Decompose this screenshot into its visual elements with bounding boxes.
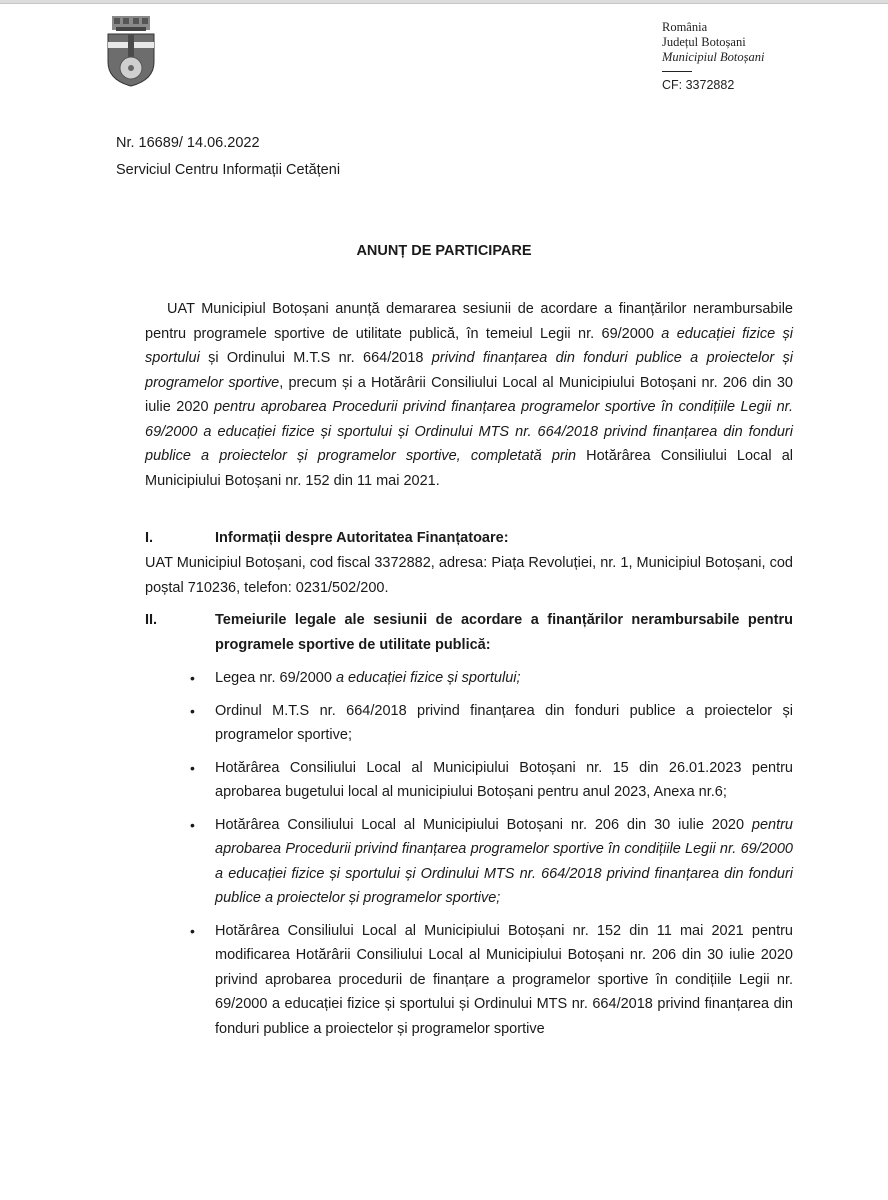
- page-top-border: [0, 0, 888, 4]
- item-text: Hotărârea Consiliului Local al Municipiului Botoșani nr. 206 din 30 iulie 2020: [215, 816, 752, 833]
- list-item: [190, 756, 793, 805]
- section-number: I.: [145, 530, 154, 546]
- item-italic: pentru aprobarea Procedurii privind finanțarea programelor sportive în condițiile Legii nr. 69/2000 a educației fizice și sportului și Ordinului MTS nr. 664/2018 privind finanțarea din fonduri publice a proiectelor și programelor sportive;: [215, 816, 793, 906]
- intro-text: Hotărârea Consiliului Local al Municipiului Botoșani nr. 152 din 11 mai 2021.: [145, 448, 793, 489]
- item-text: Hotărârea Consiliului Local al Municipiului Botoșani nr. 152 din 11 mai 2021 pentru modificarea Hotărârii Consiliului Local al Municipiului Botoșani nr. 206 din 30 iulie 2020 privind aprobarea procedurii de finanțare a programelor sportive în condițiile Legii nr. 69/2000 a educației fizice și sportului și Ordinului MTS nr. 664/2018 privind finanțarea din fonduri publice a proiectelor și programelor sportive: [215, 922, 793, 1037]
- intro-text: și Ordinului M.T.S nr. 664/2018: [199, 350, 432, 366]
- legal-basis-list: [190, 666, 793, 1049]
- intro-paragraph: [145, 297, 793, 493]
- document-reference: [116, 130, 340, 184]
- intro-italic: privind finanțarea din fonduri publice a proiectelor și programelor sportive: [145, 350, 794, 391]
- document-title: ANUNȚ DE PARTICIPARE: [356, 243, 532, 259]
- country-label: România: [662, 20, 708, 34]
- municipality-label: Municipiul Botoșani: [662, 50, 765, 64]
- item-text: Ordinul M.T.S nr. 664/2018 privind finanțarea din fonduri publice a proiectelor și programelor sportive;: [215, 702, 793, 743]
- list-item: [190, 666, 793, 691]
- list-item: [190, 699, 793, 748]
- section-title: Informații despre Autoritatea Finanțatoare:: [215, 530, 509, 546]
- item-text: Legea nr. 69/2000: [215, 670, 336, 686]
- municipal-coat-of-arms-icon: [104, 14, 158, 88]
- fiscal-code: CF: 3372882: [662, 78, 735, 92]
- item-italic: a educației fizice și sportului;: [335, 670, 521, 686]
- intro-text: , precum și a Hotărârii Consiliului Local al Municipiului Botoșani nr. 206 din 30 iulie 2020: [145, 374, 793, 415]
- section-title: Temeiurile legale ale sesiunii de acordare a finanțărilor nerambursabile pentru programele sportive de utilitate publică:: [215, 612, 793, 653]
- intro-italic: a educației fizice și sportului: [145, 325, 793, 366]
- section-number: II.: [145, 612, 158, 628]
- registration-number: Nr. 16689/ 14.06.2022: [116, 135, 260, 151]
- list-item: [190, 919, 793, 1042]
- section-1-body: UAT Municipiul Botoșani, cod fiscal 3372882, adresa: Piața Revoluției, nr. 1, Municipiul Botoșani, cod poștal 710236, telefon: 0231/502/200.: [145, 555, 793, 596]
- intro-italic: pentru aprobarea Procedurii privind finanțarea programelor sportive în condițiile Legii nr. 69/2000 a educației fizice și sportului și Ordinului MTS nr. 664/2018 privind finanțarea din fonduri publice a proiectelor și programelor sportive, completată prin: [145, 399, 794, 464]
- county-label: Județul Botoșani: [662, 35, 746, 49]
- issuer-header: [662, 20, 764, 93]
- intro-text: UAT Municipiul Botoșani anunță demararea sesiunii de acordare a finanțărilor nerambursabile pentru programele sportive de utilitate publică, în temeiul Legii nr. 69/2000: [145, 301, 793, 342]
- list-item: [190, 813, 793, 911]
- item-text: Hotărârea Consiliului Local al Municipiului Botoșani nr. 15 din 26.01.2023 pentru aprobarea bugetului local al municipiului Botoșani pentru anul 2023, Anexa nr.6;: [215, 759, 793, 800]
- department-name: Serviciul Centru Informații Cetățeni: [116, 162, 341, 178]
- header-divider: [662, 71, 692, 72]
